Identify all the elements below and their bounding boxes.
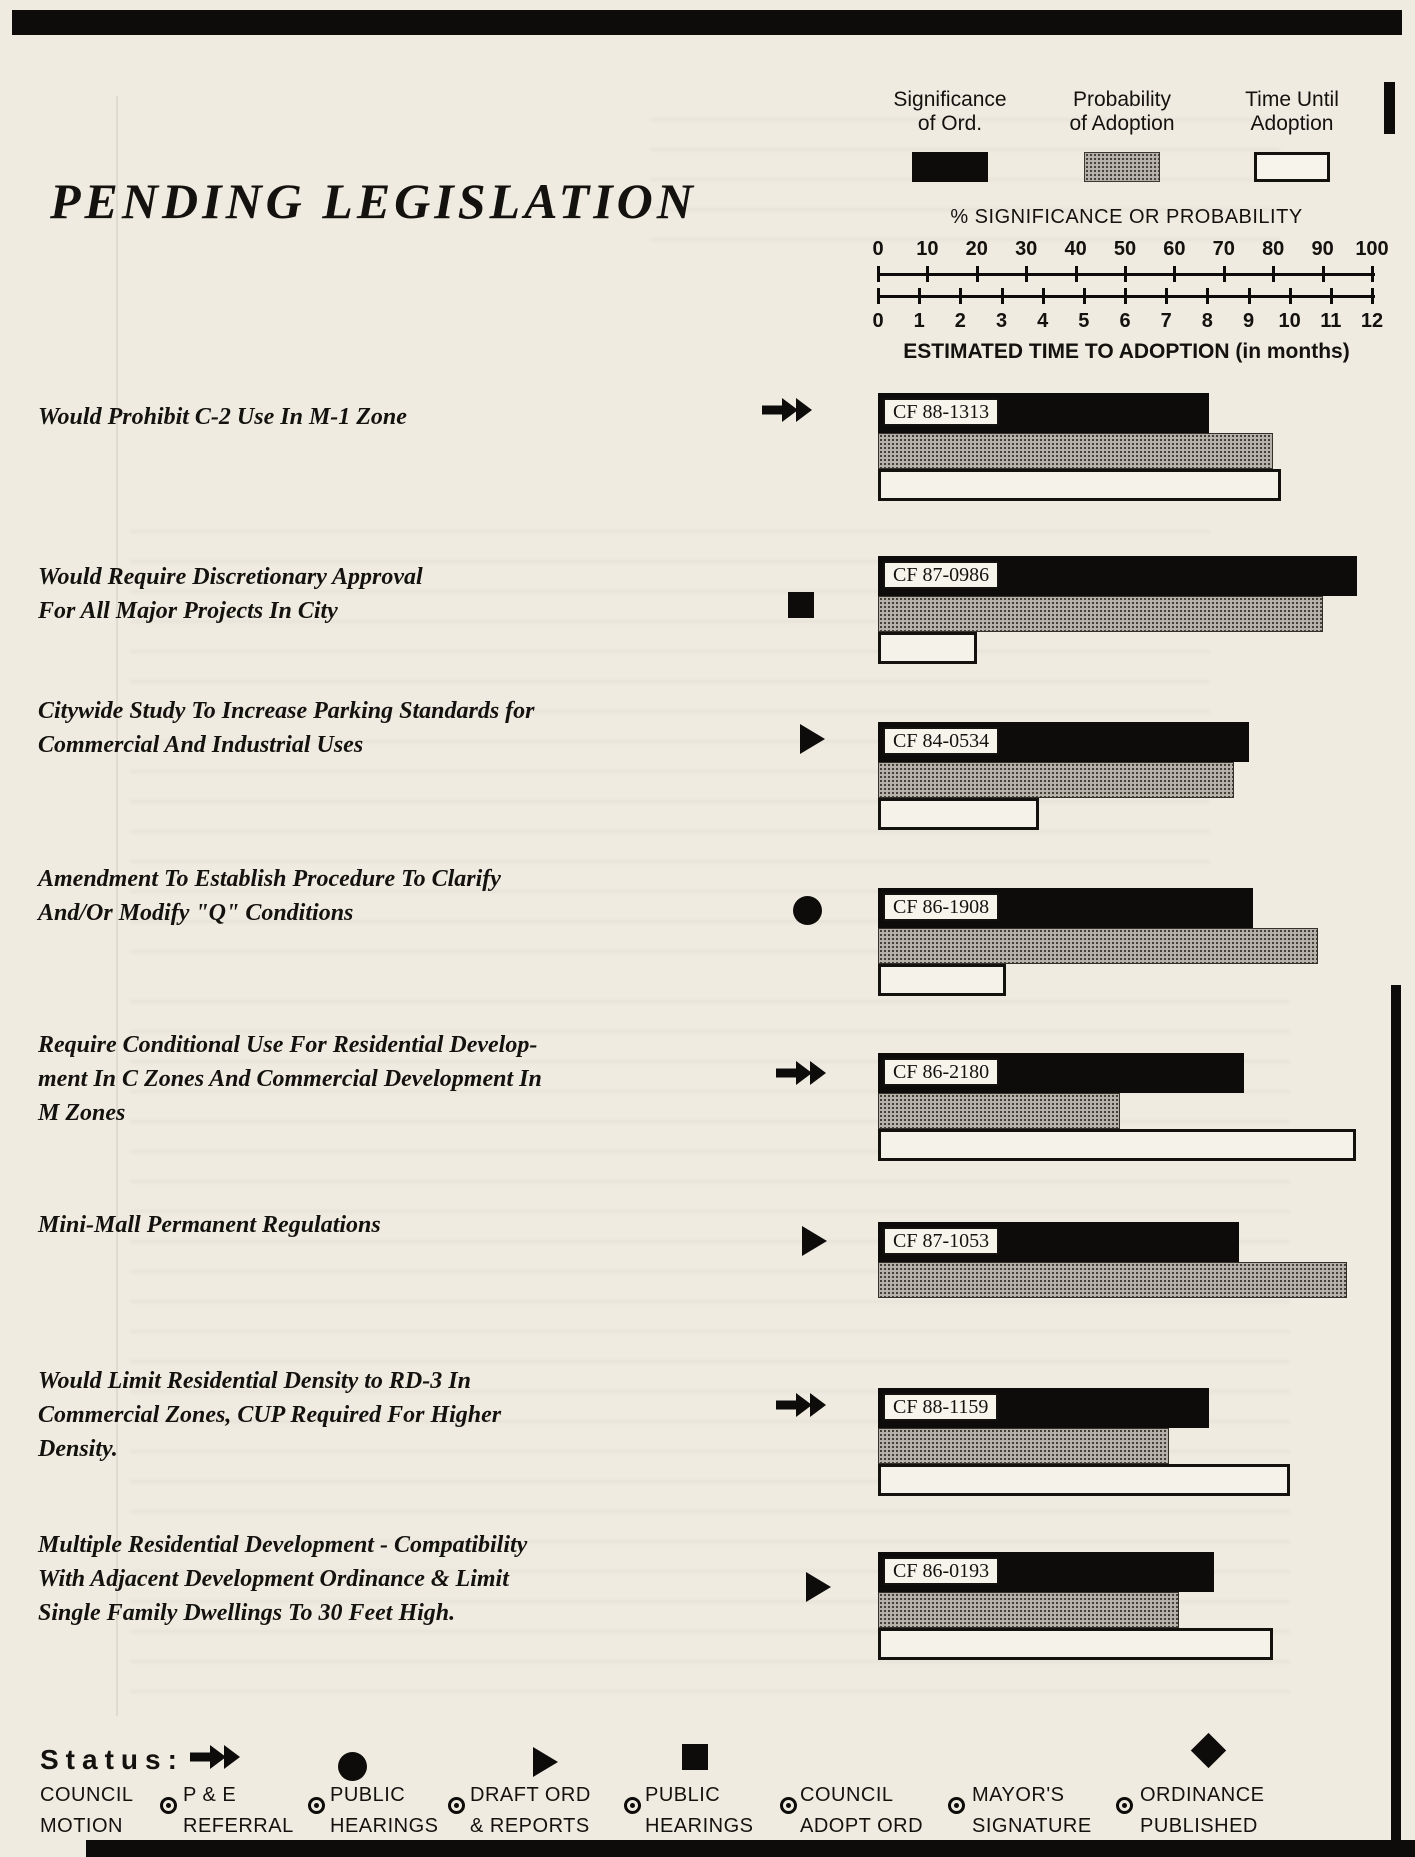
- probability-bar: [878, 433, 1273, 469]
- ruler-tick: [1330, 288, 1333, 304]
- status-triangle-icon: [800, 724, 825, 754]
- item-bars: [878, 556, 1357, 664]
- percent-tick-label: 80: [1262, 238, 1285, 260]
- ruler-tick: [1124, 288, 1127, 304]
- percent-tick-label: 30: [1015, 238, 1038, 260]
- month-tick-label: 1: [913, 310, 925, 332]
- month-tick-label: 10: [1278, 310, 1301, 332]
- ruler-tick: [976, 266, 979, 282]
- ruler-tick: [926, 266, 929, 282]
- probability-bar: [878, 1262, 1347, 1298]
- significance-bar: [878, 888, 1253, 928]
- ruler-tick: [1042, 288, 1045, 304]
- case-file-label: CF 88-1159: [883, 1393, 998, 1421]
- item-bars: [878, 1552, 1273, 1660]
- item-bars: [878, 393, 1281, 501]
- month-tick-label: 7: [1160, 310, 1172, 332]
- probability-bar: [878, 596, 1323, 632]
- case-file-label: CF 84-0534: [883, 727, 999, 755]
- label-line: Density.: [38, 1436, 118, 1462]
- case-file-label: CF 87-1053: [883, 1227, 999, 1255]
- step-bullet-icon: [780, 1797, 797, 1814]
- significance-bar: [878, 722, 1249, 762]
- top-edge-scan-bar: [12, 10, 1402, 35]
- legislation-item-label: [38, 400, 728, 434]
- ruler-tick: [1165, 288, 1168, 304]
- probability-bar: [878, 928, 1318, 964]
- legislation-item-label: [38, 862, 728, 930]
- month-tick-label: 11: [1320, 310, 1342, 332]
- label-line: ment In C Zones And Commercial Development In: [38, 1066, 542, 1092]
- ruler-tick: [1206, 288, 1209, 304]
- stage-label-line: PUBLISHED: [1140, 1815, 1258, 1837]
- percent-tick-label: 70: [1212, 238, 1235, 260]
- status-triangle-icon: [802, 1226, 827, 1256]
- percent-tick-label: 10: [916, 238, 939, 260]
- status-stage-label: [1140, 1780, 1265, 1842]
- item-bars: [878, 1388, 1290, 1496]
- chart-legend-label: [1206, 88, 1378, 136]
- status-triangle-icon: [533, 1747, 558, 1777]
- stage-label-line: HEARINGS: [645, 1815, 754, 1837]
- step-bullet-icon: [948, 1797, 965, 1814]
- label-line: With Adjacent Development Ordinance & Limit: [38, 1566, 509, 1592]
- ruler-tick: [959, 288, 962, 304]
- label-line: For All Major Projects In City: [38, 598, 338, 624]
- percent-tick-label: 0: [872, 238, 884, 260]
- significance-bar: [878, 1222, 1239, 1262]
- time-to-adoption-bar: [878, 1129, 1356, 1161]
- status-stage-label: [183, 1780, 294, 1842]
- chart-legend-label-line: of Adoption: [1069, 112, 1175, 135]
- ruler-tick: [1371, 288, 1374, 304]
- status-triangle-icon: [806, 1572, 831, 1602]
- stage-label-line: MAYOR'S: [972, 1784, 1065, 1806]
- time-to-adoption-bar: [878, 964, 1006, 996]
- ruler-tick: [877, 288, 880, 304]
- status-double-arrow-icon: [776, 1058, 840, 1088]
- right-edge-scan-mark: [1384, 82, 1395, 134]
- ruler-tick: [1001, 288, 1004, 304]
- label-line: Mini-Mall Permanent Regulations: [38, 1212, 381, 1238]
- status-stage-label: [645, 1780, 753, 1842]
- probability-bar: [878, 1592, 1179, 1628]
- label-line: Multiple Residential Development - Compatibility: [38, 1532, 528, 1558]
- time-to-adoption-bar: [878, 798, 1039, 830]
- label-line: Amendment To Establish Procedure To Clarify: [38, 866, 501, 892]
- percent-tick-label: 20: [965, 238, 988, 260]
- status-square-icon: [682, 1744, 708, 1770]
- case-file-label: CF 88-1313: [883, 398, 999, 426]
- legend-swatch-stipple: [1084, 152, 1160, 182]
- item-bars: [878, 722, 1249, 830]
- case-file-label: CF 86-0193: [883, 1557, 999, 1585]
- label-line: M Zones: [38, 1100, 126, 1126]
- legislation-item-label: [38, 560, 728, 628]
- right-edge-scan-line: [1391, 985, 1401, 1841]
- probability-bar: [878, 762, 1234, 798]
- stage-label-line: PUBLIC: [330, 1784, 406, 1806]
- stage-label-line: SIGNATURE: [972, 1815, 1092, 1837]
- ruler-tick: [877, 266, 880, 282]
- percent-tick-label: 60: [1163, 238, 1186, 260]
- step-bullet-icon: [1116, 1797, 1133, 1814]
- ruler-tick: [1322, 266, 1325, 282]
- legislation-item-label: [38, 694, 728, 762]
- significance-bar: [878, 556, 1357, 596]
- chart-legend-entry: [1206, 88, 1378, 182]
- status-stage-label: [330, 1780, 438, 1842]
- month-tick-label: 8: [1201, 310, 1213, 332]
- status-square-icon: [788, 592, 814, 618]
- ruler-tick: [1083, 288, 1086, 304]
- months-ruler: [878, 288, 1375, 304]
- step-bullet-icon: [448, 1797, 465, 1814]
- probability-bar: [878, 1428, 1169, 1464]
- label-line: Would Limit Residential Density to RD-3 In: [38, 1368, 471, 1394]
- chart-legend-label-line: of Ord.: [917, 112, 983, 135]
- ruler-tick: [1272, 266, 1275, 282]
- status-legend-heading: Status:: [40, 1744, 184, 1775]
- stage-label-line: HEARINGS: [330, 1815, 439, 1837]
- chart-legend-entry: [864, 88, 1036, 182]
- month-tick-label: 12: [1360, 310, 1384, 332]
- bottom-edge-scan-bar: [86, 1840, 1415, 1857]
- significance-bar: [878, 1388, 1209, 1428]
- case-file-label: CF 87-0986: [883, 561, 999, 589]
- legislation-item-label: [38, 1364, 728, 1466]
- chart-legend-entry: [1036, 88, 1208, 182]
- month-tick-label: 5: [1078, 310, 1090, 332]
- percent-ruler: [878, 266, 1375, 282]
- ruler-tick: [1025, 266, 1028, 282]
- month-tick-label: 3: [995, 310, 1008, 332]
- ruler-tick: [1173, 266, 1176, 282]
- percent-tick-label: 40: [1064, 238, 1087, 260]
- month-tick-label: 0: [872, 310, 884, 332]
- status-circle-icon: [338, 1752, 367, 1781]
- chart-legend-label-line: Probability: [1072, 88, 1172, 111]
- time-to-adoption-bar: [878, 632, 977, 664]
- label-line: Require Conditional Use For Residential Develop-: [38, 1032, 538, 1058]
- label-line: Would Prohibit C-2 Use In M-1 Zone: [38, 404, 407, 430]
- stage-label-line: ORDINANCE: [1140, 1784, 1265, 1806]
- percent-tick-label: 90: [1311, 238, 1334, 260]
- stage-label-line: PUBLIC: [645, 1784, 721, 1806]
- status-stage-label: [972, 1780, 1092, 1842]
- ruler-tick: [918, 288, 921, 304]
- status-double-arrow-icon: [776, 1390, 840, 1420]
- item-bars: [878, 1222, 1347, 1298]
- significance-bar: [878, 1053, 1244, 1093]
- step-bullet-icon: [624, 1797, 641, 1814]
- step-bullet-icon: [160, 1797, 177, 1814]
- label-line: Commercial Zones, CUP Required For Higher: [38, 1402, 502, 1428]
- status-circle-icon: [793, 896, 822, 925]
- percent-tick-label: 50: [1113, 238, 1137, 260]
- stage-label-line: MOTION: [40, 1815, 123, 1837]
- case-file-label: CF 86-1908: [883, 893, 999, 921]
- time-to-adoption-bar: [878, 469, 1281, 501]
- ruler-tick: [1075, 266, 1078, 282]
- stage-label-line: & REPORTS: [470, 1815, 590, 1837]
- case-file-label: CF 86-2180: [883, 1058, 999, 1086]
- stage-label-line: ADOPT ORD: [800, 1815, 924, 1837]
- ruler-tick: [1124, 266, 1127, 282]
- item-bars: [878, 1053, 1356, 1161]
- stage-label-line: COUNCIL: [40, 1784, 134, 1806]
- chart-legend-label-line: Time Until: [1245, 88, 1339, 111]
- label-line: Commercial And Industrial Uses: [38, 732, 364, 758]
- label-line: Single Family Dwellings To 30 Feet High.: [38, 1600, 456, 1626]
- stage-label-line: P & E: [183, 1784, 237, 1806]
- item-bars: [878, 888, 1318, 996]
- legend-swatch-black: [912, 152, 988, 182]
- legend-swatch-white: [1254, 152, 1330, 182]
- months-axis-title: ESTIMATED TIME TO ADOPTION (in months): [903, 340, 1350, 363]
- stage-label-line: DRAFT ORD: [470, 1784, 591, 1806]
- chart-legend-label: [864, 88, 1036, 136]
- significance-bar: [878, 1552, 1214, 1592]
- legislation-item-label: [38, 1208, 728, 1242]
- ruler-tick: [1248, 288, 1251, 304]
- percent-axis-title: % SIGNIFICANCE OR PROBABILITY: [950, 206, 1303, 228]
- status-stage-label: [800, 1780, 923, 1842]
- time-to-adoption-bar: [878, 1464, 1290, 1496]
- status-stage-label: [40, 1780, 134, 1842]
- chart-legend-label: [1036, 88, 1208, 136]
- ruler-tick: [1289, 288, 1292, 304]
- status-double-arrow-icon: [762, 395, 826, 425]
- significance-bar: [878, 393, 1209, 433]
- ruler-tick: [1371, 266, 1374, 282]
- month-tick-label: 2: [954, 310, 966, 332]
- legislation-item-label: [38, 1528, 728, 1630]
- stage-label-line: COUNCIL: [800, 1784, 894, 1806]
- label-line: Citywide Study To Increase Parking Standards for: [38, 698, 535, 724]
- time-to-adoption-bar: [878, 1628, 1273, 1660]
- ruler-tick: [1223, 266, 1226, 282]
- label-line: Would Require Discretionary Approval: [38, 564, 423, 590]
- chart-legend-label-line: Significance: [893, 88, 1007, 111]
- month-tick-label: 6: [1119, 310, 1131, 332]
- probability-bar: [878, 1093, 1120, 1129]
- status-stage-label: [470, 1780, 591, 1842]
- page-title: PENDING LEGISLATION: [50, 173, 697, 229]
- step-bullet-icon: [308, 1797, 325, 1814]
- percent-tick-label: 100: [1355, 238, 1389, 260]
- label-line: And/Or Modify "Q" Conditions: [38, 900, 354, 926]
- status-double-arrow-icon: [190, 1742, 254, 1772]
- stage-label-line: REFERRAL: [183, 1815, 294, 1837]
- chart-legend-label-line: Adoption: [1250, 112, 1334, 135]
- legislation-item-label: [38, 1028, 728, 1130]
- month-tick-label: 9: [1242, 310, 1255, 332]
- month-tick-label: 4: [1037, 310, 1049, 332]
- status-diamond-icon: [1191, 1733, 1226, 1768]
